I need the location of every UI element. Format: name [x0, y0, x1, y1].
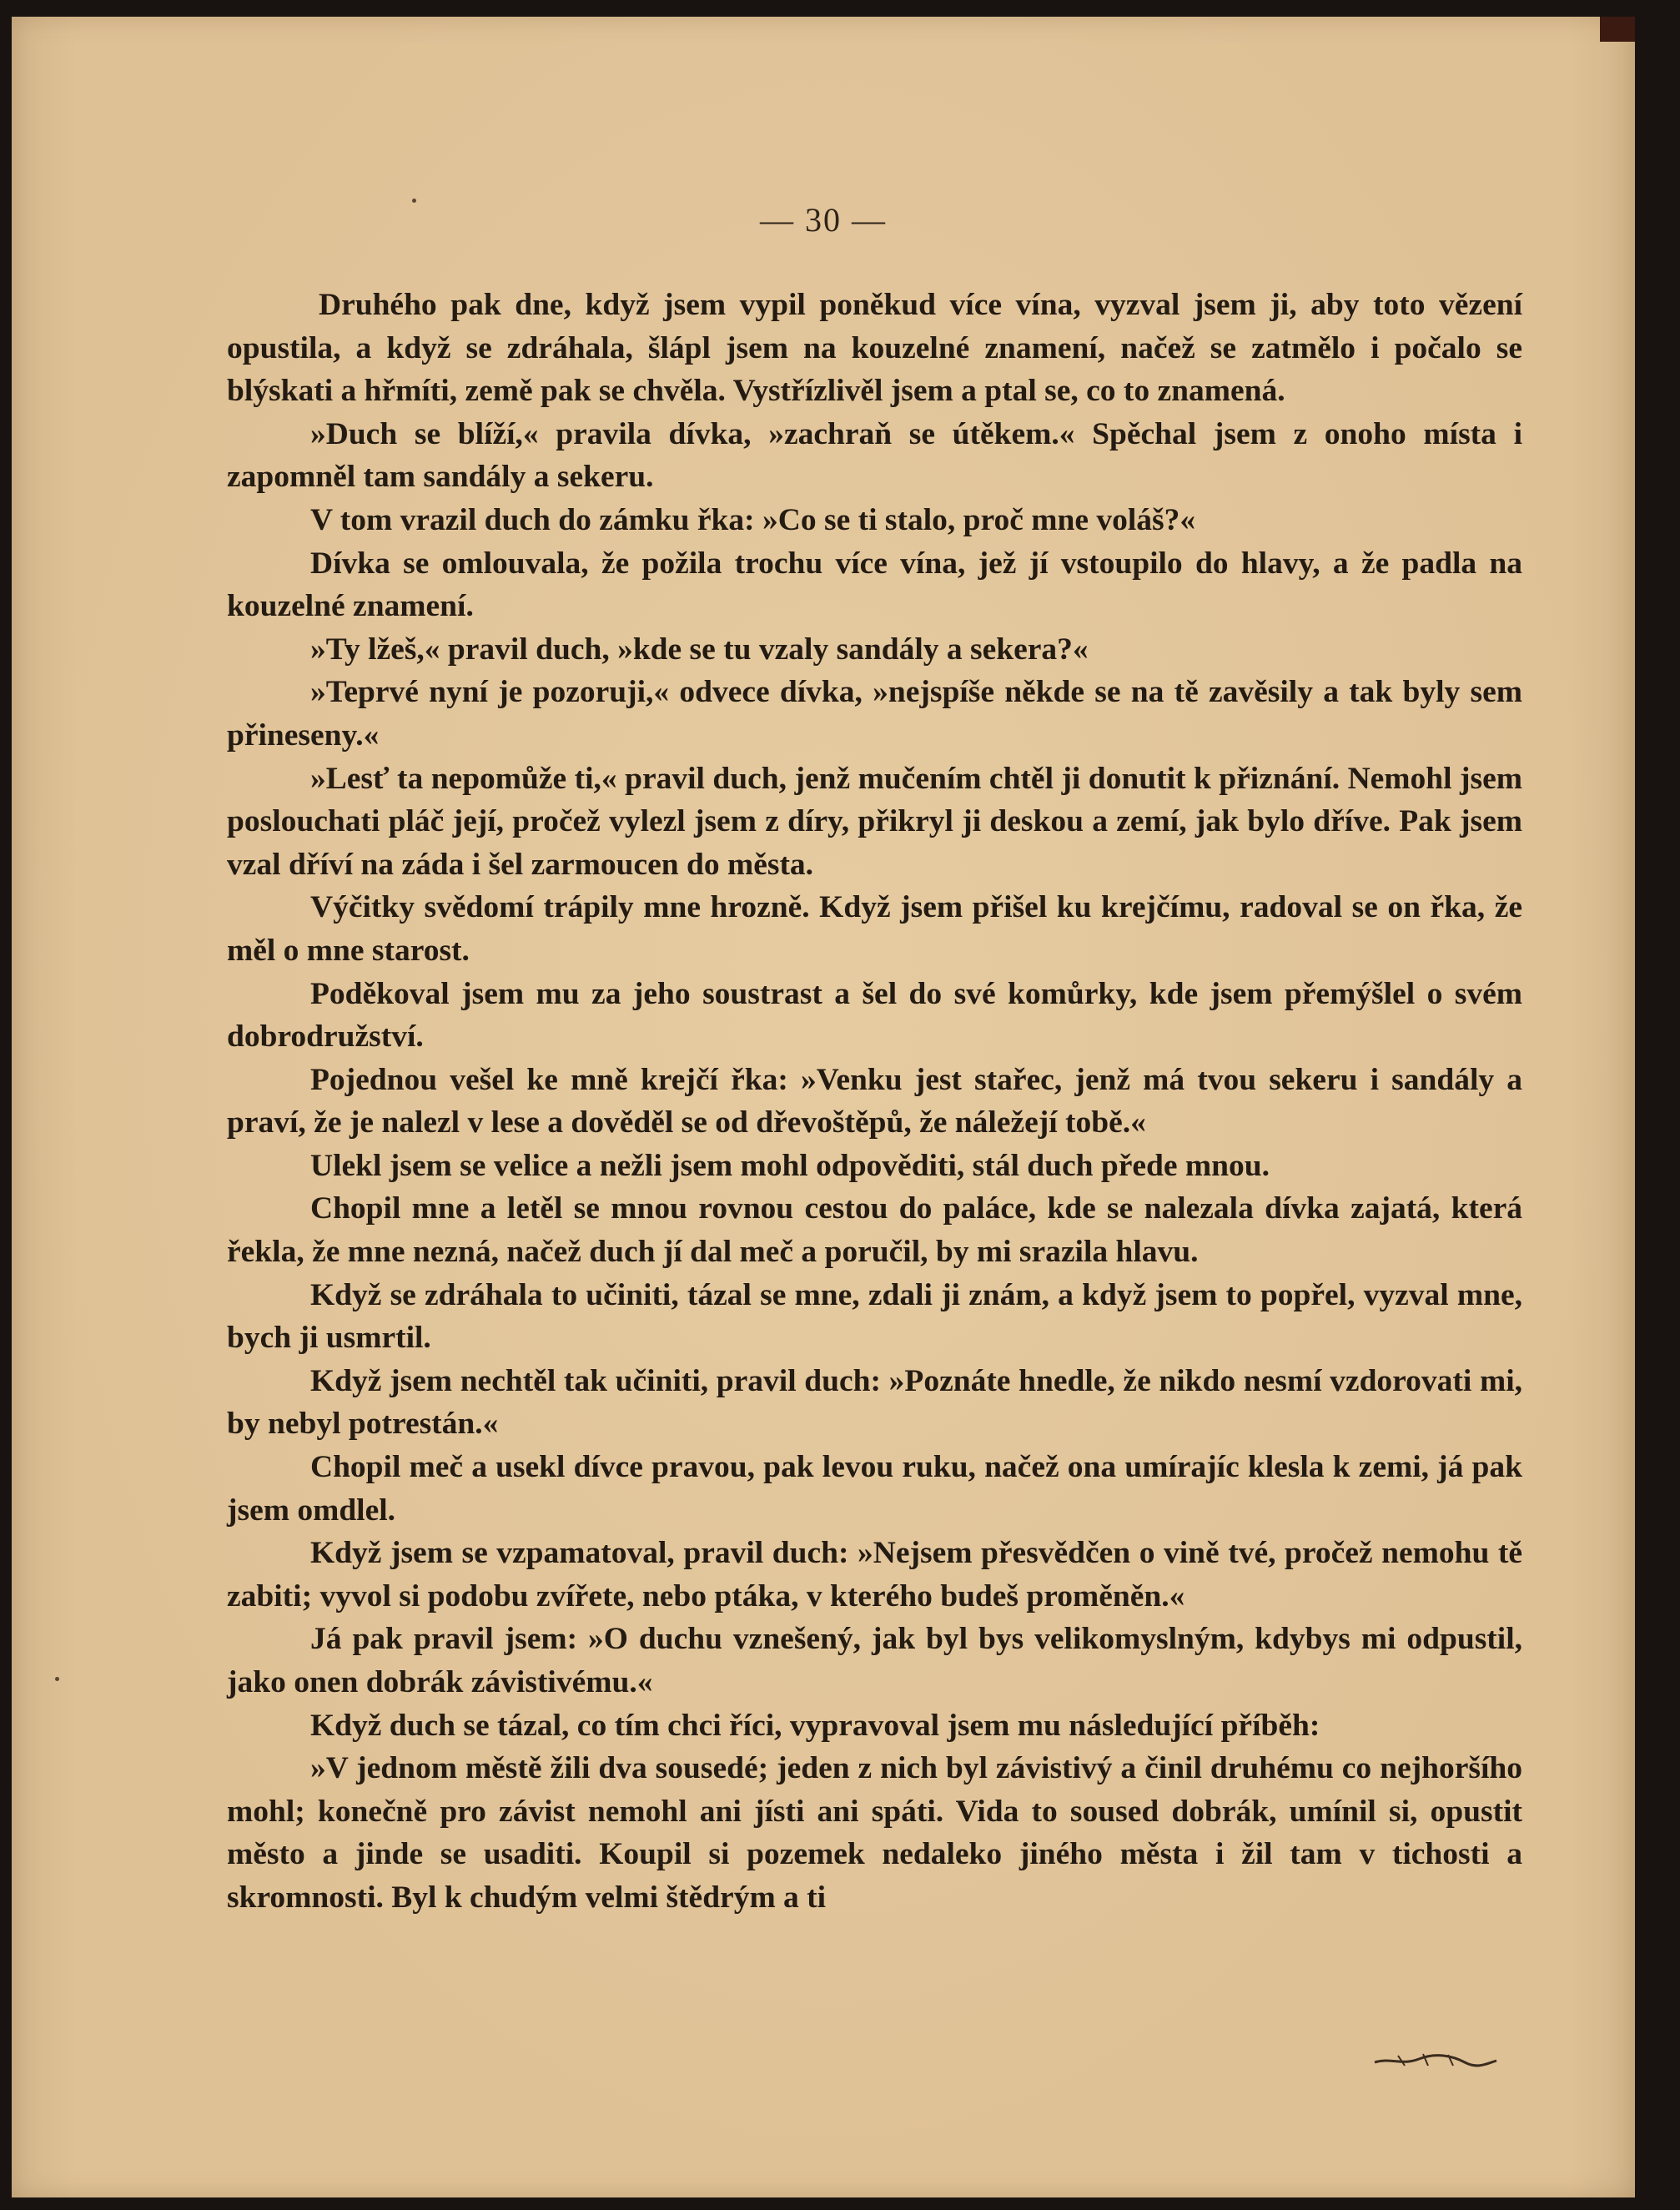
paragraph: Já pak pravil jsem: »O duchu vznešený, jak byl bys velikomyslným, kdybys mi odpustil, jako onen dobrák závistivému.« — [227, 1622, 1522, 1699]
paragraph: Ulekl jsem se velice a nežli jsem mohl odpověditi, stál duch přede mnou. — [310, 1148, 1270, 1183]
paragraph: »V jednom městě žili dva sousedé; jeden z nich byl závistivý a činil druhému co nejhoršího mohl; konečně pro závist nemohl ani jísti ani spáti. Vida to soused dobrák, umínil si, opustit město a jinde se usaditi. Koupil si pozemek nedaleko jiného města i žil tam v tichosti a skromnosti. Byl k chudým velmi štědrým a ti — [227, 1751, 1522, 1915]
paragraph: V tom vrazil duch do zámku řka: »Co se ti stalo, proč mne voláš?« — [310, 502, 1196, 537]
book-page — [12, 17, 1635, 2197]
paragraph: »Lesť ta nepomůže ti,« pravil duch, jenž mučením chtěl ji donutit k přiznání. Nemohl jsem poslouchati pláč její, pročež vylezl jsem z díry, přikryl ji deskou a zemí, jak bylo dříve. Pak jsem vzal dříví na záda i šel zarmoucen do města. — [227, 761, 1522, 882]
paragraph: Chopil mne a letěl se mnou rovnou cestou do paláce, kde se nalezala dívka zajatá, která řekla, že mne nezná, načež duch jí dal meč a poručil, by mi srazila hlavu. — [227, 1191, 1522, 1270]
paragraph: »Ty lžeš,« pravil duch, »kde se tu vzaly sandály a sekera?« — [310, 632, 1089, 667]
body-text — [227, 284, 1522, 1920]
paragraph: Chopil meč a usekl dívce pravou, pak levou ruku, načež ona umírajíc klesla k zemi, já pak jsem omdlel. — [227, 1450, 1522, 1528]
paragraph: Poděkoval jsem mu za jeho soustrast a šel do své komůrky, kde jsem přemýšlel o svém dobrodružství. — [227, 976, 1522, 1055]
library-stamp-icon — [1373, 2047, 1498, 2072]
paragraph: Když se zdráhala to učiniti, tázal se mne, zdali ji znám, a když jsem to popřel, vyzval mne, bych ji usmrtil. — [227, 1277, 1522, 1356]
paragraph: Pojednou vešel ke mně krejčí řka: »Venku jest stařec, jenž má tvou sekeru i sandály a praví, že je nalezl v lese a dověděl se od dřevoštěpů, že náležejí tobě.« — [227, 1062, 1522, 1140]
page-number: — 30 — — [760, 201, 887, 239]
paragraph: Výčitky svědomí trápily mne hrozně. Když jsem přišel ku krejčímu, radoval se on řka, že měl o mne starost. — [227, 890, 1522, 968]
paragraph: Když duch se tázal, co tím chci říci, vypravoval jsem mu následující příběh: — [310, 1708, 1320, 1743]
paragraph: Když jsem nechtěl tak učiniti, pravil duch: »Poznáte hnedle, že nikdo nesmí vzdorovati mi, by nebyl potrestán.« — [227, 1363, 1522, 1442]
paragraph: Dívka se omlouvala, že požila trochu více vína, jež jí vstoupilo do hlavy, a že padla na kouzelné znamení. — [227, 546, 1522, 624]
paragraph: Druhého pak dne, když jsem vypil poněkud více vína, vyzval jsem ji, aby toto vězení opustila, a když se zdráhala, šlápl jsem na kouzelné znamení, načež se zatmělo i počalo se blýskati a hřmíti, země pak se chvěla. Vystřízlivěl jsem a ptal se, co to znamená. — [227, 288, 1522, 409]
page-corner-mark — [1600, 17, 1635, 42]
paragraph: »Teprvé nyní je pozoruji,« odvece dívka, »nejspíše někde se na tě zavěsily a tak byly sem přineseny.« — [227, 675, 1522, 753]
paragraph: Když jsem se vzpamatoval, pravil duch: »Nejsem přesvědčen o vině tvé, pročež nemohu tě zabiti; vyvol si podobu zvířete, nebo ptáka, v kterého budeš proměněn.« — [227, 1536, 1522, 1613]
paragraph: »Duch se blíží,« pravila dívka, »zachraň se útěkem.« Spěchal jsem z onoho místa i zapomněl tam sandály a sekeru. — [227, 416, 1522, 495]
ink-speck — [55, 1677, 59, 1681]
